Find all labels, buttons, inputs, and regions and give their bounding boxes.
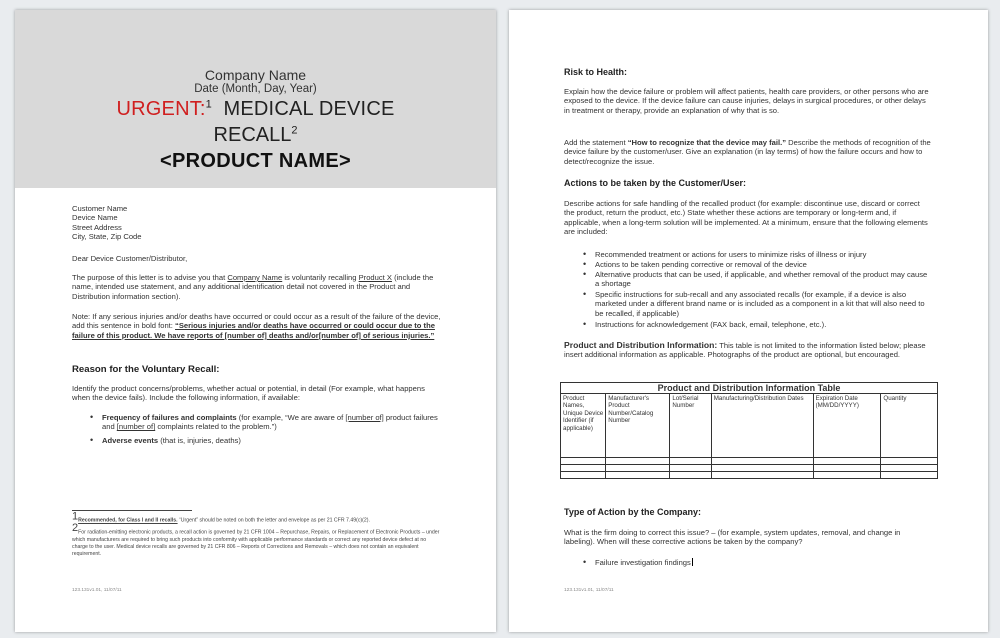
action-bullet: • Actions to be taken pending corrective or removal of the device bbox=[595, 260, 931, 269]
table-cell[interactable] bbox=[670, 458, 711, 465]
address-line: Street Address bbox=[72, 222, 122, 232]
table-row bbox=[561, 458, 938, 465]
text-run: (for example, “We are aware of bbox=[236, 413, 346, 422]
product-distribution-paragraph bbox=[564, 341, 931, 360]
bold-text: [number of] bbox=[318, 330, 361, 340]
title-medical-device: MEDICAL DEVICE bbox=[223, 98, 395, 120]
footnote-sup: 1 bbox=[72, 510, 79, 522]
footnote-1-text: “Urgent” should be noted on both the letter and envelope as per 21 CFR 7.49(c)(2). bbox=[177, 517, 370, 524]
footnote-2 bbox=[72, 522, 443, 558]
footnote-1 bbox=[72, 510, 443, 525]
recall-title bbox=[15, 124, 496, 147]
product-placeholder: Product X bbox=[358, 273, 392, 282]
address-line: City, State, Zip Code bbox=[72, 232, 142, 242]
table-cell[interactable] bbox=[670, 465, 711, 472]
table-cell[interactable] bbox=[670, 472, 711, 479]
bold-text: “Serious injuries and/or deaths have occurred or could occur due to the failure of this product. We have reports of bbox=[72, 321, 435, 340]
table-cell[interactable] bbox=[711, 458, 813, 465]
action-bullet: • Recommended treatment or actions for users to minimize risks of illness or injury bbox=[595, 250, 931, 259]
reason-paragraph: Identify the product concerns/problems, whether actual or potential, in detail (For example, what happens when the device fails). Include the following information, if available: bbox=[72, 384, 425, 403]
actions-paragraph: Describe actions for safe handling of the recalled product (for example: discontinue use, discard or correct the product, return the product, etc.) State whether these actions are temporary or long-term and, if applicable, when a long-term solution will be implemented. At a minimum, ensure that the following elements are included: bbox=[564, 199, 928, 237]
table-header-cell: Manufacturer's Product Number/Catalog Number bbox=[606, 394, 670, 458]
document-page-1 bbox=[15, 10, 496, 632]
table-header-cell: Product Names, Unique Device Identifier (if applicable) bbox=[561, 394, 606, 458]
text-run: complaints related to the problem.”) bbox=[155, 422, 277, 432]
table-row bbox=[561, 465, 938, 472]
table-cell[interactable] bbox=[606, 472, 670, 479]
table-cell[interactable] bbox=[813, 458, 881, 465]
table-cell[interactable] bbox=[813, 465, 881, 472]
table-cell[interactable] bbox=[711, 465, 813, 472]
page-identifier: 123.131v1.01, 11/07/11 bbox=[564, 588, 614, 593]
bold-text: Frequency of failures and complaints bbox=[102, 413, 237, 422]
actions-heading: Actions to be taken by the Customer/User: bbox=[564, 178, 747, 188]
type-of-action-paragraph: What is the firm doing to correct this issue? – (for example, system updates, removal, and change in labeling). When will these corrective actions be taken by the company? bbox=[564, 528, 901, 547]
risk-paragraph: Explain how the device failure or problem will affect patients, health care providers, or other persons who are exposed to the device. If the device failure can cause injuries, delays in surgical procedures, or other delays in treatment or therapy, provide an explanation of why that is so. bbox=[564, 87, 929, 115]
table-cell[interactable] bbox=[711, 472, 813, 479]
bold-text: Adverse events bbox=[102, 436, 159, 445]
footnote-divider bbox=[72, 510, 192, 511]
table-cell[interactable] bbox=[606, 465, 670, 472]
purpose-paragraph bbox=[72, 273, 443, 301]
urgent-label: URGENT: bbox=[116, 98, 206, 120]
table-cell[interactable] bbox=[881, 458, 938, 465]
table-title: Product and Distribution Information Table bbox=[561, 383, 938, 394]
bold-text: deaths and/or bbox=[266, 330, 319, 340]
text-run: This table is not limited to the information listed below; please insert additional information as applicable. Photographs of the product are optional, but encouraged. bbox=[564, 341, 926, 360]
text-run: product failures and bbox=[102, 413, 438, 432]
table-cell[interactable] bbox=[881, 472, 938, 479]
product-distribution-table bbox=[560, 382, 938, 479]
reason-heading: Reason for the Voluntary Recall: bbox=[72, 364, 220, 375]
footnote-sup: 2 bbox=[72, 522, 79, 534]
bold-text: of serious injuries.” bbox=[360, 330, 435, 340]
statement-paragraph bbox=[564, 138, 931, 166]
table-cell[interactable] bbox=[606, 458, 670, 465]
bold-text: “How to recognize that the device may fail.” bbox=[627, 138, 786, 147]
urgent-title bbox=[15, 98, 496, 121]
text-run: Add the statement bbox=[564, 138, 628, 147]
placeholder: [number of] bbox=[345, 413, 384, 422]
salutation: Dear Device Customer/Distributor, bbox=[72, 254, 188, 263]
text-run: The purpose of this letter is to advise you that bbox=[72, 273, 228, 282]
table-row bbox=[561, 472, 938, 479]
table-header-cell: Quantity bbox=[881, 394, 938, 458]
footnote-ref-1: 1 bbox=[205, 98, 212, 111]
address-block bbox=[72, 204, 142, 242]
table-cell[interactable] bbox=[561, 458, 606, 465]
note-paragraph bbox=[72, 312, 443, 340]
table-cell[interactable] bbox=[813, 472, 881, 479]
address-line: Customer Name bbox=[72, 204, 128, 213]
table-header-cell: Expiration Date (MM/DD/YYYY) bbox=[813, 394, 881, 458]
bullet-frequency bbox=[102, 413, 443, 432]
table-header-row bbox=[561, 394, 938, 458]
action-bullet: • Instructions for acknowledgement (FAX back, email, telephone, etc.). bbox=[595, 320, 931, 329]
bullet-adverse-events bbox=[102, 436, 443, 445]
address-line: Device Name bbox=[72, 213, 118, 223]
table-cell[interactable] bbox=[881, 465, 938, 472]
text-cursor bbox=[692, 558, 693, 566]
recall-label: RECALL bbox=[213, 124, 292, 146]
document-page-2 bbox=[509, 10, 988, 632]
product-name-title: <PRODUCT NAME> bbox=[160, 150, 351, 172]
company-name: Company Name bbox=[204, 67, 307, 83]
type-of-action-heading: Type of Action by the Company: bbox=[564, 507, 702, 517]
table-header-cell: Manufacturing/Distribution Dates bbox=[711, 394, 813, 458]
text-run: Describe the methods of recognition of the device failure by the customer/user. Give an explanation (in lay terms) of how the failure occurs and how to detect/recognize the issue. bbox=[564, 138, 931, 166]
table-cell[interactable] bbox=[561, 465, 606, 472]
text-run: (that is, injuries, deaths) bbox=[158, 436, 241, 445]
action-bullet: • Specific instructions for sub-recall and any associated recalls (for example, if a device is also marketed under a different brand name or is included as a component in a kit that will also need to be recalled, if applicable) bbox=[595, 290, 931, 318]
table-header-cell: Lot/Serial Number bbox=[670, 394, 711, 458]
text-run: Failure investigation findings bbox=[595, 558, 691, 567]
bold-text: [number of] bbox=[224, 330, 267, 340]
action-bullet: • Alternative products that can be used, if applicable, and whether removal of the product may cause a shortage bbox=[595, 270, 931, 289]
footnote-ref-2: 2 bbox=[291, 124, 298, 137]
placeholder: [number of] bbox=[116, 422, 156, 432]
pd-heading: Product and Distribution Information: bbox=[564, 340, 718, 350]
footnote-1-underlined: Recommended, for Class I and II recalls. bbox=[78, 517, 178, 524]
table-cell[interactable] bbox=[561, 472, 606, 479]
failure-investigation-bullet[interactable] bbox=[595, 558, 931, 567]
title-banner bbox=[15, 10, 496, 188]
page-identifier: 123.131v1.01, 11/07/11 bbox=[72, 588, 122, 593]
risk-heading: Risk to Health: bbox=[564, 67, 628, 77]
company-placeholder: Company Name bbox=[227, 273, 283, 282]
text-run: (include the name, intended use statement, and any additional identification detail not covered in the Product and Distribution information section). bbox=[72, 273, 434, 301]
text-run: is voluntarily recalling bbox=[282, 273, 359, 282]
text-run: Note: If any serious injuries and/or deaths have occurred or could occur as a result of the failure of the device, add this sentence in bold font: bbox=[72, 312, 441, 331]
date-line: Date (Month, Day, Year) bbox=[194, 83, 317, 95]
footnote-2-text: For radiation-emitting electronic products, a recall action is governed by 21 CFR 1004 – Repurchase, Repairs, or Replacement of Electronic Products – under which manufacturers are required to bring such products into conformity with applicable performance standards or correct any reported device defect at no charge to the user. Medical device recalls are governed by 21 CFR 806 – Reports of Corrections and Removals – which does not contain an equivalent requirement. bbox=[72, 529, 440, 557]
